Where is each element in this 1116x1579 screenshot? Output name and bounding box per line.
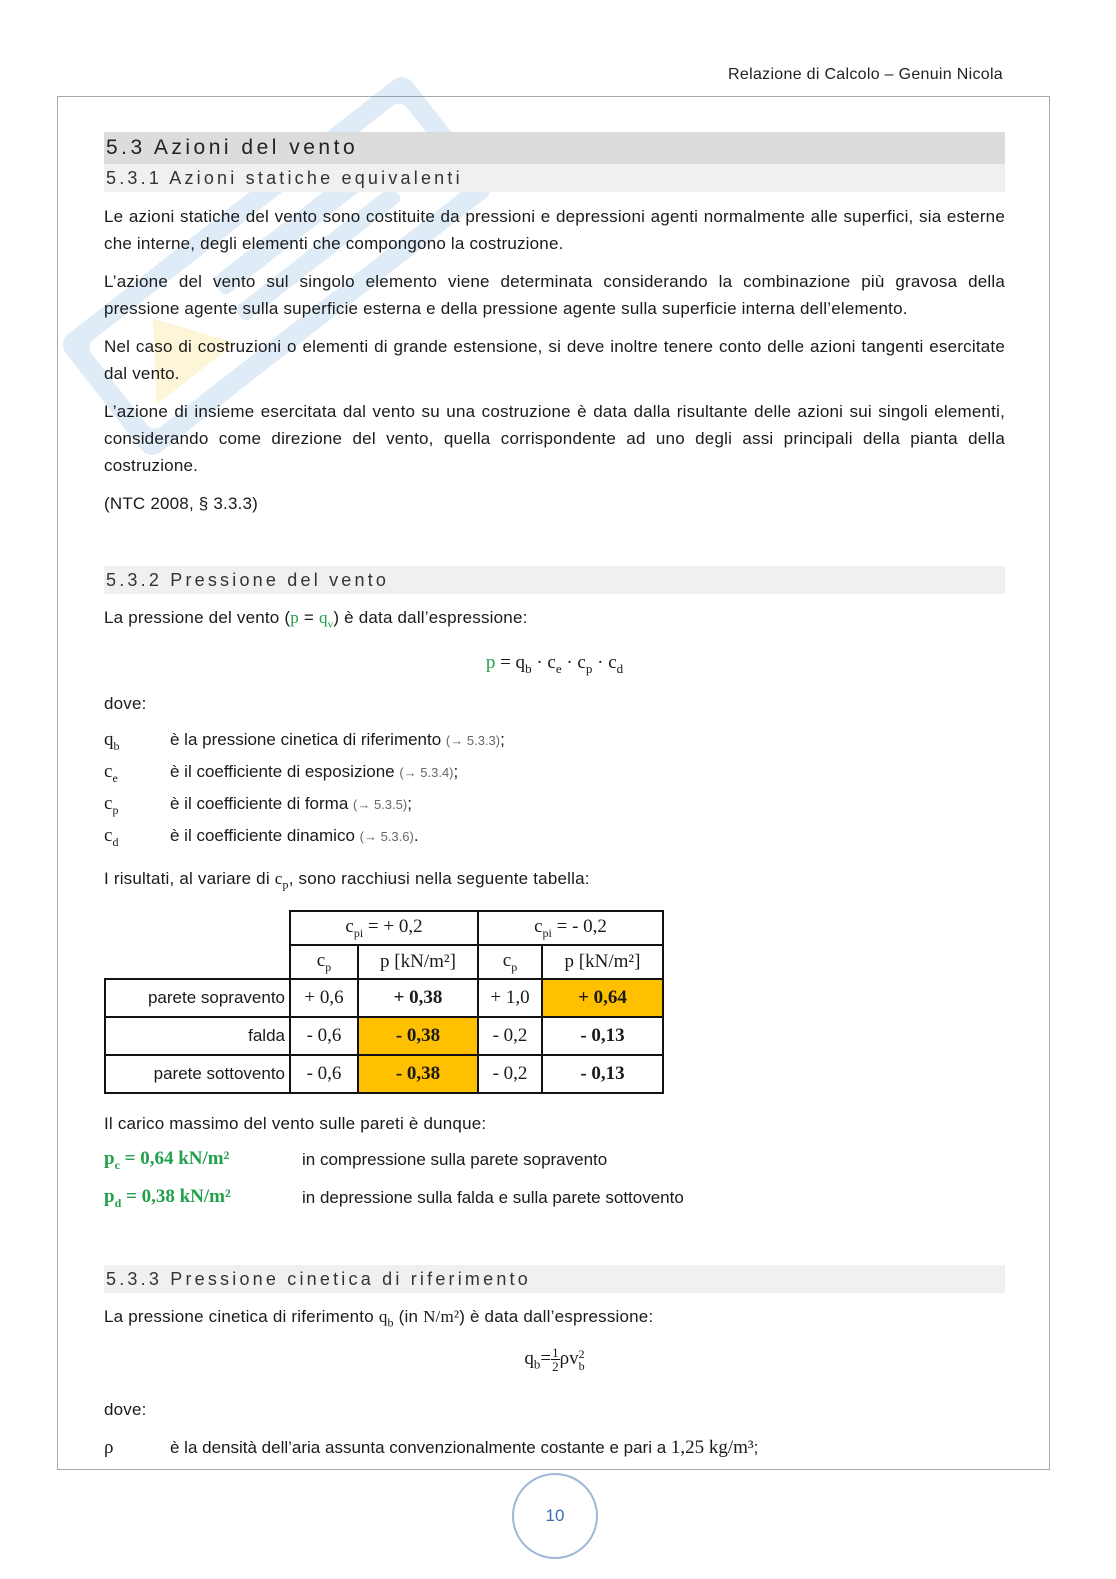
pressure-intro: La pressione del vento $(p = q_v)$ è data dall’espressione: [104,608,528,631]
section-heading-5-3-2: 5.3.2 Pressione del vento [104,566,1005,594]
paragraph: L’azione di insieme esercitata dal vento su una costruzione è data dalla risultante delle azioni sui singoli elementi, considerando come direzione del vento, quella corrispondente ad uno degli assi principali della pianta della costruzione. [104,402,1005,475]
highlighted-cell: - 0,38 [358,1017,478,1055]
definition-row: $c_d$ è il coefficiente dinamico (→ 5.3.6). [104,824,419,849]
max-load-depression: $p_d = 0,38$ kN/m² in depressione sulla falda e sulla parete sottovento [104,1185,684,1210]
table-col-header: $c_p$ [478,945,542,979]
paragraph: Nel caso di costruzioni o elementi di grande estensione, si deve inoltre tenere conto delle azioni tangenti esercitate dal vento. [104,337,1005,383]
dove-label: dove: [104,1400,147,1420]
table-row: parete sopravento + 0,6 + 0,38 + 1,0 + 0,64 [105,979,663,1017]
highlighted-cell: - 0,38 [358,1055,478,1093]
pressure-formula: $p = q_b \cdot c_e \cdot c_p \cdot c_d$ [485,652,624,677]
section-heading-5-3-3: 5.3.3 Pressione cinetica di riferimento [104,1265,1005,1293]
max-load-compression: $p_c = 0,64$ kN/m² in compressione sulla parete sopravento [104,1147,608,1172]
kinetic-intro: La pressione cinetica di riferimento $q_b$ (in N/m²) è data dall’espressione: [104,1306,654,1330]
running-header: Relazione di Calcolo – Genuin Nicola [728,66,1003,83]
section-heading-5-3: 5.3 Azioni del vento [104,132,1005,164]
rho-definition: ρ è la densità dell’aria assunta convenzionalmente costante e pari a 1,25 kg/m³; [104,1437,759,1459]
table-group-header: $c_{pi}$ = - 0,2 [478,911,663,945]
definition-row: $c_p$ è il coefficiente di forma (→ 5.3.5); [104,792,412,817]
kinetic-formula: $q_b=$ $\frac{1}{2}$ ρv 2 b [524,1345,585,1375]
symbol-definitions [104,727,1005,854]
table-col-header: p [kN/m²] [358,945,478,979]
table-group-header: $c_{pi}$ = + 0,2 [290,911,478,945]
definition-row: $c_e$ è il coefficiente di esposizione (→ 5.3.4); [104,761,459,785]
table-col-header: p [kN/m²] [542,945,663,979]
definition-row: $q_b$ è la pressione cinetica di riferimento (→ 5.3.3); [104,729,505,754]
max-load-intro: Il carico massimo del vento sulle pareti è dunque: [104,1113,487,1133]
table-col-header: $c_p$ [290,945,358,979]
page-number: 10 [512,1473,598,1559]
norm-reference: (NTC 2008, § 3.3.3) [104,494,259,513]
results-intro: I risultati, al variare di $c_p$, sono racchiusi nella seguente tabella: [104,868,590,891]
highlighted-cell: + 0,64 [542,979,663,1017]
paragraph: L’azione del vento sul singolo elemento viene determinata considerando la combinazione più gravosa della pressione agente sulla superficie esterna e della pressione agente sulla superficie interna dell’elemento. [104,272,1005,318]
dove-label: dove: [104,694,147,714]
paragraph: Le azioni statiche del vento sono costituite da pressioni e depressioni agenti normalmente alle superfici, sia esterne che interne, degli elementi che compongono la costruzione. [104,207,1005,253]
table-row: parete sottovento - 0,6 - 0,38 - 0,2 - 0,13 [105,1055,663,1093]
table-row: falda - 0,6 - 0,38 - 0,2 - 0,13 [105,1017,663,1055]
section-heading-5-3-1: 5.3.1 Azioni statiche equivalenti [104,164,1005,192]
wind-pressure-table [104,910,664,1094]
page-content [104,132,1005,1460]
